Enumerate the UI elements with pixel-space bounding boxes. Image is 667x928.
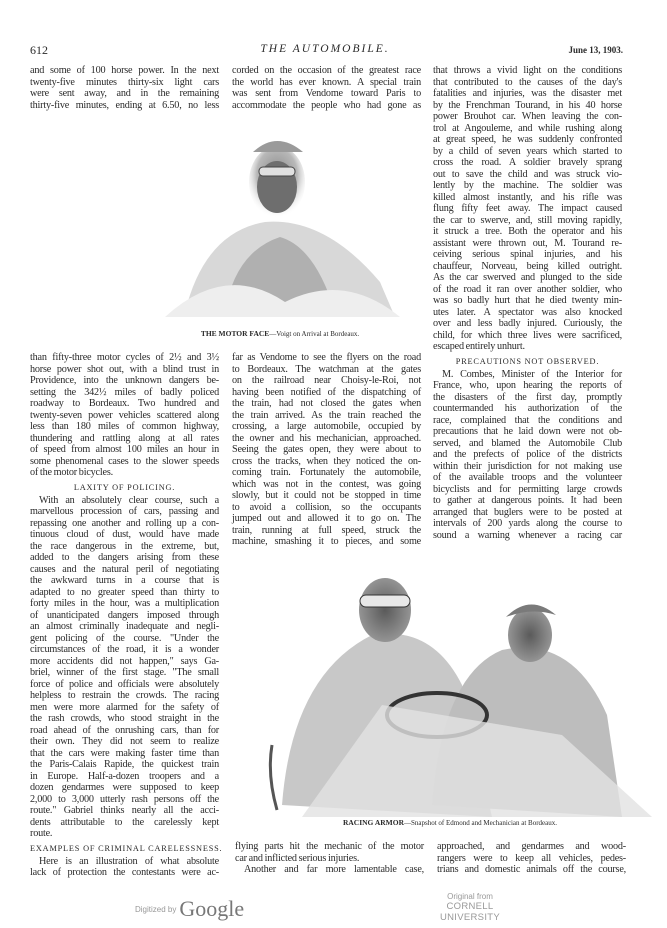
text-line: the Paris-Calais Rapide, the quickest train: [30, 759, 219, 770]
caption-title: THE MOTOR FACE: [200, 329, 270, 338]
text-line: the world has ever known. A special train: [232, 76, 421, 88]
text-line: sound a warning whenever a racing car: [433, 529, 622, 541]
text-line: briel, winner of the first stage. "The small: [30, 667, 219, 678]
text-line: men were more alarmed for the safety of: [30, 701, 219, 713]
text-line: circumstances of the road, it is a wonder: [30, 644, 219, 655]
text-line: gent policing of the course. "Under the: [30, 632, 219, 644]
text-line: flung fifty feet away. The impact caused: [433, 203, 622, 214]
text-line: assistant were thrown out, M. Tourand re-: [433, 237, 622, 249]
photo-racing-armor: [262, 555, 652, 817]
text-line: France, who, upon hearing the reports of: [433, 380, 622, 391]
text-line: which was not in the contest, was going: [232, 478, 421, 490]
text-line: that contributed to the causes of the day's: [433, 76, 622, 88]
text-line: road ahead of the onrushing cars, than for: [30, 724, 219, 736]
text-line: fatalities and injuries, was the disaster met: [433, 88, 622, 99]
text-line: the car to swerve, and, still moving rapidly,: [433, 214, 622, 226]
google-logo: Google: [179, 896, 245, 921]
digitized-by-label: Digitized by: [135, 905, 177, 914]
text-line: chauffeur, Norveau, being killed outright.: [433, 260, 622, 272]
text-line: trol at Angouleme, and while rushing along: [433, 122, 622, 134]
text-line: on the railroad near Choisy-le-Roi, not: [232, 375, 421, 386]
text-line: approached, and gendarmes and wood-: [437, 841, 626, 852]
text-line: horse power shot out, with a blind trust in: [30, 363, 219, 375]
text-line: train, running at full speed, struck the: [232, 524, 421, 536]
text-line: adapted to no greater speed than thirty to: [30, 586, 219, 598]
text-line: marvellous procession of cars, passing and: [30, 506, 219, 517]
text-line: Another and far more lamentable case,: [244, 864, 424, 875]
photo-motor-face: [165, 112, 400, 322]
text-line: the race dangerous in the extreme, but,: [30, 540, 219, 552]
photo-caption-racing-armor: [300, 818, 600, 827]
text-line: of unanticipated dangers imposed through: [30, 609, 219, 621]
text-line: served, and blamed the Automobile Club: [433, 437, 622, 449]
column-1-middle: [30, 352, 223, 879]
text-line: rangers were to keep all vehicles, pedes-: [437, 852, 626, 864]
text-line: route.: [30, 828, 53, 839]
text-line: tinuous cloud of dust, would have made: [30, 529, 219, 540]
original-source-watermark: [420, 892, 520, 923]
text-line: precautions that he laid down were not ob-: [433, 426, 622, 437]
text-line: by a child of seven years which started to: [433, 145, 622, 157]
text-line: lently by the machine. The soldier was: [433, 180, 622, 191]
text-line: dents attributable to the carelessly kept: [30, 816, 219, 828]
text-line: intervals of 200 yards along the course to: [433, 518, 622, 529]
text-line: escaped entirely unhurt.: [433, 341, 525, 352]
text-line: the owner and his mechanician, approached.: [232, 432, 421, 444]
text-line: twenty-seven power vehicles scattered along: [30, 409, 219, 421]
text-line: at great speed, he was suddenly confronted: [433, 134, 622, 145]
text-line: cross the tracks, when they noticed the on-: [232, 455, 421, 467]
text-line: route." Gabriel thinks nearly all the acci-: [30, 805, 219, 816]
text-line: having been notified of the dispatching of: [232, 386, 421, 398]
text-line: power Brouhot car. When leaving the con-: [433, 111, 622, 122]
text-line: killed almost instantly, and his rifle was: [433, 191, 622, 203]
text-line: in Europe. Half-a-dozen troopers and a: [30, 770, 219, 782]
text-line: bicyclists and for permitting large crowds: [433, 483, 622, 495]
text-line: race, complained that the conditions and: [433, 414, 622, 426]
photo-caption-motor-face: [130, 329, 430, 338]
text-line: ceiving serious spinal injuries, and his: [433, 249, 622, 260]
text-line: of the motor bicycles.: [30, 467, 113, 478]
section-heading: LAXITY OF POLICING.: [73, 482, 176, 492]
text-line: and the prefects of police of the districts: [433, 449, 622, 460]
text-line: more accidents did not happen," says Ga-: [30, 655, 219, 667]
text-line: dozen gendarmes were supposed to keep: [30, 782, 219, 793]
column-2-top: [232, 65, 421, 111]
text-line: M. Combes, Minister of the Interior for: [442, 368, 622, 380]
text-line: setting the 342½ miles of badly policed: [30, 386, 219, 398]
text-line: lack of protection the contestants were ac-: [30, 867, 219, 878]
text-line: thundering and rattling along at all rates: [30, 432, 219, 444]
text-line: by the Frenchman Tourand, in his 40 horse: [433, 99, 622, 111]
running-title: THE AUTOMOBILE.: [260, 43, 390, 55]
text-line: crossing, a large automobile, occupied by: [232, 421, 421, 432]
original-from-label: Original from: [447, 892, 493, 901]
caption-subtitle: —Snapshot of Edmond and Mechanician at Bordeaux.: [404, 819, 558, 827]
text-line: the train, had not closed the gates when: [232, 398, 421, 409]
page-number: 612: [30, 43, 48, 57]
text-line: than fifty-three motor cycles of 2½ and 3½: [30, 352, 219, 363]
column-2-bottom: [235, 841, 424, 876]
text-line: flying parts hit the mechanic of the motor: [235, 841, 424, 852]
text-line: less than 180 miles of common highway,: [30, 421, 219, 432]
text-line: that the cars were making faster time than: [30, 747, 219, 759]
text-line: Providence, into the unknown dangers be-: [30, 375, 219, 386]
text-line: out to save the child and was struck vio-: [433, 168, 622, 180]
section-heading: EXAMPLES OF CRIMINAL CARELESSNESS.: [30, 843, 223, 853]
text-line: accommodate the people who had gone as: [232, 99, 421, 111]
column-3-top: [433, 65, 622, 541]
text-line: were sent away, and in the remaining: [30, 88, 219, 99]
text-line: the rash crowds, who stood straight in the: [30, 713, 219, 724]
text-line: forty miles in the hour, was a multiplication: [30, 598, 219, 609]
text-line: countermanded his authorization of the: [433, 403, 622, 414]
text-line: over and less badly injured. Curiously, the: [433, 318, 622, 329]
text-line: an almost criminally inadequate and negli-: [30, 621, 219, 632]
text-line: of speed from almost 100 miles an hour in: [30, 444, 219, 455]
text-line: causes and the natural peril of negotiating: [30, 563, 219, 575]
text-line: to Bordeaux. The watchman at the gates: [232, 363, 421, 375]
text-line: some phenomenal cases to the slower speeds: [30, 455, 219, 467]
institution-name: CORNELL UNIVERSITY: [439, 901, 500, 923]
text-line: was sent from Vendome toward Paris to: [232, 88, 421, 99]
text-line: slowly, but it could not be stopped in time: [232, 490, 421, 501]
text-line: force of police and officials were absolutely: [30, 678, 219, 690]
text-line: coming train. Fortunately the automobile,: [232, 467, 421, 478]
text-line: to gather at dangerous points. It had been: [433, 495, 622, 506]
text-line: of the road it ran over another soldier, who: [433, 283, 622, 295]
text-line: roadway to Bordeaux. Two hundred and: [30, 398, 219, 409]
digitized-by-watermark: [135, 896, 244, 922]
column-3-bottom: [437, 841, 626, 876]
text-line: Here is an illustration of what absolute: [39, 855, 219, 867]
text-line: the disasters of the first day, promptly: [433, 391, 622, 403]
text-line: and some of 100 horse power. In the next: [30, 65, 219, 76]
text-line: it struck a tree. Both the operator and his: [433, 226, 622, 237]
text-line: With an absolutely clear course, such a: [39, 494, 219, 506]
text-line: far as Vendome to see the flyers on the road: [232, 352, 421, 363]
text-line: 2,000 to 3,000 utterly rash persons off the: [30, 793, 219, 805]
text-line: corded on the occasion of the greatest race: [232, 65, 421, 76]
text-line: cross the road. A soldier bravely sprang: [433, 157, 622, 168]
text-line: Seeing the gates open, they were about to: [232, 444, 421, 455]
column-1-top: [30, 65, 219, 111]
text-line: that throws a vivid light on the conditions: [433, 65, 622, 76]
caption-title: RACING ARMOR: [342, 818, 405, 827]
issue-date: June 13, 1903.: [568, 45, 623, 55]
section-heading: PRECAUTIONS NOT OBSERVED.: [455, 356, 600, 366]
text-line: jumped out and allowed it to go on. The: [232, 513, 421, 524]
text-line: utes later. A spectator was also knocked: [433, 306, 622, 318]
text-line: car and inflicted serious injuries.: [235, 852, 360, 864]
column-2-middle: [232, 352, 421, 548]
text-line: child, for which three lives were sacrificed,: [433, 329, 622, 341]
text-line: arranged that buglers were to be posted at: [433, 506, 622, 518]
text-line: to avoid a collision, so the occupants: [232, 501, 421, 513]
text-line: twenty-five minutes thirty-six light cars: [30, 76, 219, 88]
text-line: of the available troops and the volunteer: [433, 472, 622, 483]
text-line: As the car swerved and plunged to the side: [433, 272, 622, 283]
text-line: the train arrived. As the train reached the: [232, 409, 421, 421]
caption-subtitle: —Voigt on Arrival at Bordeaux.: [269, 330, 360, 338]
text-line: trians and domestic animals off the course,: [437, 864, 626, 875]
text-line: was so badly hurt that he died twenty min-: [433, 295, 622, 306]
text-line: repassing one another and rolling up a con-: [30, 517, 219, 529]
text-line: their own. They did not seem to realize: [30, 736, 219, 747]
text-line: added to the dangers arising from these: [30, 552, 219, 563]
text-line: within their jurisdiction for not making use: [433, 460, 622, 472]
text-line: the awkward turns in a course that is: [30, 575, 219, 586]
text-line: thirty-five minutes, ending at 6.50, no less: [30, 99, 219, 111]
text-line: helpless to restrain the crowds. The racing: [30, 690, 219, 701]
text-line: machine, smashing it to pieces, and some: [232, 536, 421, 547]
